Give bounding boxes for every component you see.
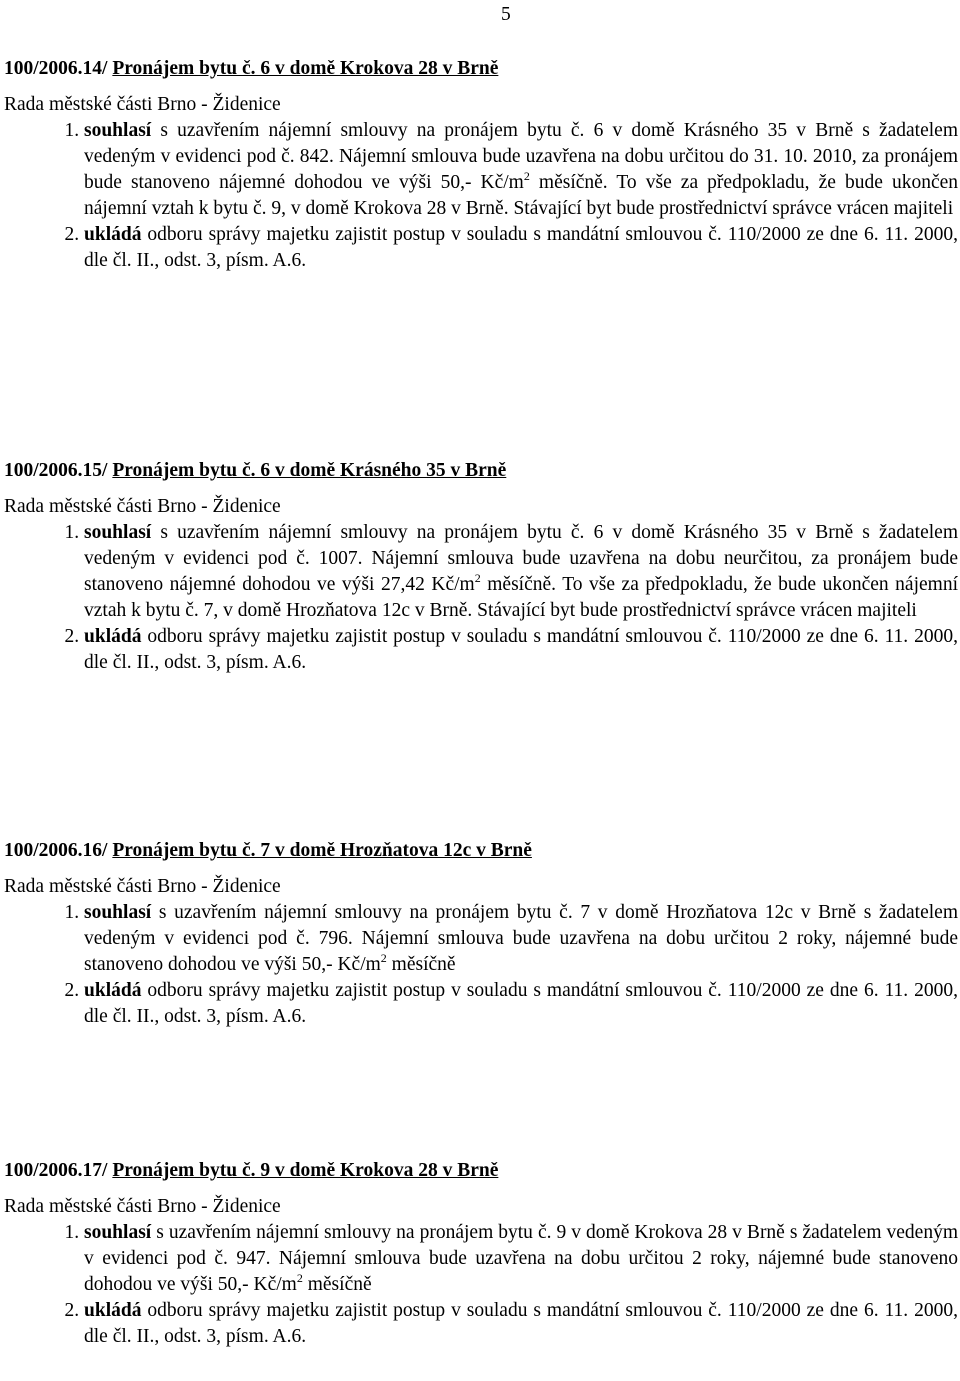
resolution-item <box>4 1220 958 1298</box>
item-verb: ukládá <box>84 224 142 245</box>
resolution-heading <box>4 1158 958 1184</box>
resolution-item <box>4 118 958 222</box>
council-name: Rada městské části Brno - Židenice <box>4 94 281 115</box>
resolution-section <box>4 458 958 676</box>
item-text: odboru správy majetku zajistit postup v souladu s mandátní smlouvou č. 110/2000 ze dne 6. 11. 2000, dle čl. II., odst. 3, písm. A.6. <box>84 980 958 1027</box>
item-number: 1. <box>64 902 80 923</box>
item-number: 1. <box>64 522 80 543</box>
resolution-number: 100/2006.16/ <box>4 840 108 861</box>
item-verb: souhlasí <box>84 522 152 543</box>
resolution-number: 100/2006.14/ <box>4 58 108 79</box>
council-name: Rada městské části Brno - Židenice <box>4 1196 281 1217</box>
resolution-title: Pronájem bytu č. 6 v domě Krokova 28 v Brně <box>112 58 499 79</box>
item-text: s uzavřením nájemní smlouvy na pronájem bytu č. 6 v domě Krásného 35 v Brně s žadatelem vedeným v evidenci pod č. 842. Nájemní smlouva bude uzavřena na dobu určitou do 31. 10. 2010, za pronájem bude stanoveno nájemné dohodou ve výši 50,- Kč/m <box>84 120 958 193</box>
resolution-heading <box>4 458 958 484</box>
item-number: 2. <box>64 1300 80 1321</box>
item-text: s uzavřením nájemní smlouvy na pronájem bytu č. 7 v domě Hrozňatova 12c v Brně s žadatelem vedeným v evidenci pod č. 796. Nájemní smlouva bude uzavřena na dobu určitou 2 roky, nájemné bude stanoveno dohodou ve výši 50,- Kč/m <box>84 902 958 975</box>
item-number: 2. <box>64 626 80 647</box>
resolution-item <box>4 1298 958 1350</box>
council-name: Rada městské části Brno - Židenice <box>4 496 281 517</box>
resolution-item <box>4 900 958 978</box>
resolution-heading <box>4 838 958 864</box>
resolution-item <box>4 978 958 1030</box>
item-text: odboru správy majetku zajistit postup v souladu s mandátní smlouvou č. 110/2000 ze dne 6. 11. 2000, dle čl. II., odst. 3, písm. A.6. <box>84 1300 958 1347</box>
item-verb: souhlasí <box>84 902 152 923</box>
resolution-item <box>4 520 958 624</box>
resolution-number: 100/2006.15/ <box>4 460 108 481</box>
resolution-title: Pronájem bytu č. 9 v domě Krokova 28 v Brně <box>112 1160 499 1181</box>
item-text: odboru správy majetku zajistit postup v souladu s mandátní smlouvou č. 110/2000 ze dne 6. 11. 2000, dle čl. II., odst. 3, písm. A.6. <box>84 626 958 673</box>
item-text: s uzavřením nájemní smlouvy na pronájem bytu č. 6 v domě Krásného 35 v Brně s žadatelem vedeným v evidenci pod č. 1007. Nájemní smlouva bude uzavřena na dobu neurčitou, za pronájem bude stanoveno nájemné dohodou ve výši 27,42 Kč/m <box>84 522 958 595</box>
item-text: s uzavřením nájemní smlouvy na pronájem bytu č. 9 v domě Krokova 28 v Brně s žadatelem vedeným v evidenci pod č. 947. Nájemní smlouva bude uzavřena na dobu určitou 2 roky, nájemné bude stanoveno dohodou ve výši 50,- Kč/m <box>84 1222 958 1295</box>
item-number: 2. <box>64 980 80 1001</box>
page-number: 5 <box>501 4 511 25</box>
item-number: 2. <box>64 224 80 245</box>
item-number: 1. <box>64 120 80 141</box>
resolution-section <box>4 838 958 1030</box>
item-superscript: 2 <box>523 169 530 183</box>
item-text-cont: měsíčně. To vše za předpokladu, že bude ukončen nájemní vztah k bytu č. 7, v domě Hrozňatova 12c v Brně. Stávající byt bude prostřednictví správce vrácen majiteli <box>84 574 958 621</box>
item-number: 1. <box>64 1222 80 1243</box>
resolution-item <box>4 222 958 274</box>
item-text-cont: měsíčně <box>302 1274 372 1295</box>
item-text-cont: měsíčně. To vše za předpokladu, že bude ukončen nájemní vztah k bytu č. 9, v domě Krokova 28 v Brně. Stávající byt bude prostřednictví správce vrácen majiteli <box>84 172 959 219</box>
resolution-section <box>4 1158 958 1350</box>
item-verb: souhlasí <box>84 1222 152 1243</box>
item-superscript: 2 <box>296 1271 303 1285</box>
resolution-title: Pronájem bytu č. 7 v domě Hrozňatova 12c v Brně <box>112 840 532 861</box>
resolution-item <box>4 624 958 676</box>
resolution-title: Pronájem bytu č. 6 v domě Krásného 35 v Brně <box>112 460 507 481</box>
resolution-number: 100/2006.17/ <box>4 1160 108 1181</box>
council-name: Rada městské části Brno - Židenice <box>4 876 281 897</box>
item-superscript: 2 <box>380 951 387 965</box>
item-text: odboru správy majetku zajistit postup v souladu s mandátní smlouvou č. 110/2000 ze dne 6. 11. 2000, dle čl. II., odst. 3, písm. A.6. <box>84 224 958 271</box>
item-superscript: 2 <box>474 571 481 585</box>
resolution-heading <box>4 56 958 82</box>
item-verb: ukládá <box>84 626 142 647</box>
resolution-section <box>4 56 958 274</box>
item-verb: ukládá <box>84 1300 142 1321</box>
item-verb: souhlasí <box>84 120 152 141</box>
item-verb: ukládá <box>84 980 142 1001</box>
item-text-cont: měsíčně <box>386 954 456 975</box>
